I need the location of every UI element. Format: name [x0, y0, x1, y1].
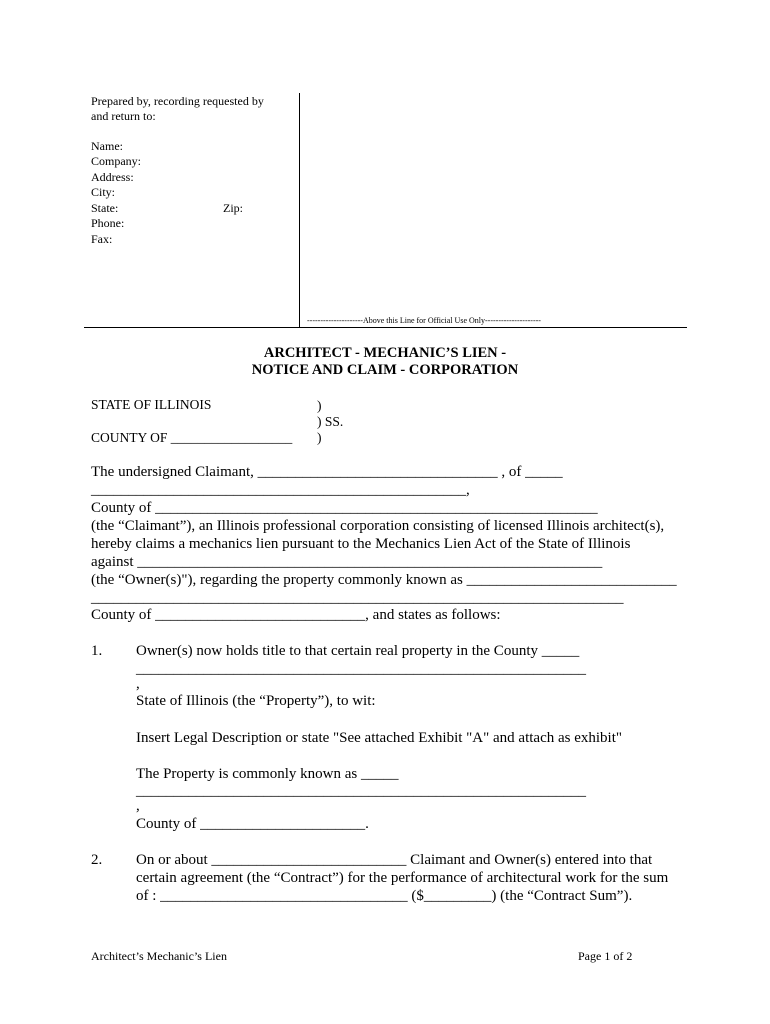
- intro-line-2: __________________________________________________,: [91, 482, 470, 498]
- address-label: Address:: [91, 170, 134, 184]
- item-1-line-7: ____________________________________________________________: [136, 783, 586, 799]
- document-title-line-2: NOTICE AND CLAIM - CORPORATION: [251, 362, 519, 378]
- zip-label: Zip:: [223, 201, 243, 215]
- venue-paren-1: ): [317, 398, 322, 413]
- item-1-line-8: ,: [136, 798, 140, 814]
- item-1-line-9: County of ______________________.: [136, 816, 369, 832]
- venue-paren-3: ): [317, 430, 322, 445]
- name-label: Name:: [91, 139, 123, 153]
- intro-line-9: County of ____________________________, and states as follows:: [91, 607, 501, 623]
- venue-county: COUNTY OF __________________: [91, 430, 293, 445]
- official-use-notice: ---------------------Above this Line for Official Use Only---------------------: [307, 316, 541, 325]
- prepared-by-line-2: and return to:: [91, 109, 156, 123]
- header-divider-horizontal: [84, 327, 687, 328]
- intro-line-7: (the “Owner(s)"), regarding the property commonly known as ____________________________: [91, 572, 677, 588]
- company-label: Company:: [91, 154, 141, 168]
- intro-line-4: (the “Claimant”), an Illinois professional corporation consisting of licensed Illinois architect(s),: [91, 518, 665, 534]
- document-title-line-1: ARCHITECT - MECHANIC’S LIEN -: [263, 345, 507, 361]
- item-2-number: 2.: [91, 852, 103, 868]
- header-divider-vertical: [299, 93, 300, 327]
- item-2-line-3: of : _________________________________ ($_________) (the “Contract Sum”).: [136, 888, 633, 904]
- fax-label: Fax:: [91, 232, 113, 246]
- item-1-line-4: State of Illinois (the “Property”), to wit:: [136, 693, 376, 709]
- item-1-line-2: ____________________________________________________________: [136, 661, 586, 677]
- item-1-line-1: Owner(s) now holds title to that certain real property in the County _____: [136, 643, 580, 659]
- item-1-line-6: The Property is commonly known as _____: [136, 766, 399, 782]
- item-2-line-2: certain agreement (the “Contract”) for the performance of architectural work for the sum: [136, 870, 669, 886]
- page-number: Page 1 of 2: [578, 949, 633, 963]
- intro-line-6: against ______________________________________________________________: [91, 554, 603, 570]
- state-label: State:: [91, 201, 119, 215]
- intro-line-5: hereby claims a mechanics lien pursuant to the Mechanics Lien Act of the State of Illinois: [91, 536, 631, 552]
- venue-state: STATE OF ILLINOIS: [91, 397, 212, 412]
- item-1-line-5: Insert Legal Description or state "See attached Exhibit "A" and attach as exhibit": [136, 730, 622, 746]
- item-2-line-1: On or about __________________________ Claimant and Owner(s) entered into that: [136, 852, 653, 868]
- phone-label: Phone:: [91, 216, 125, 230]
- city-label: City:: [91, 185, 116, 199]
- venue-ss: ) SS.: [317, 414, 344, 429]
- footer-title: Architect’s Mechanic’s Lien: [91, 949, 227, 963]
- intro-line-8: _______________________________________________________________________: [91, 590, 624, 606]
- item-1-line-3: ,: [136, 676, 140, 692]
- intro-line-3: County of ___________________________________________________________: [91, 500, 598, 516]
- prepared-by-line-1: Prepared by, recording requested by: [91, 94, 264, 108]
- intro-line-1: The undersigned Claimant, ________________________________ , of _____: [91, 464, 563, 480]
- item-1-number: 1.: [91, 643, 103, 659]
